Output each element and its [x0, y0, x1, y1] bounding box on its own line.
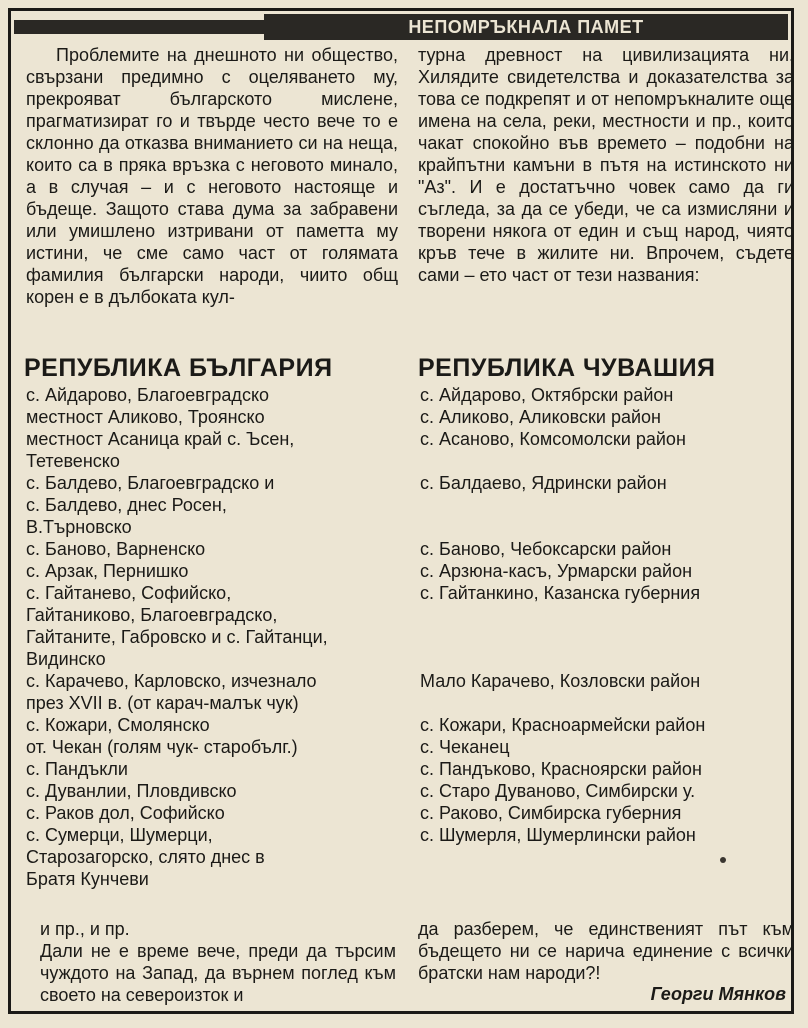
left-place-line: Тетевенско [26, 451, 120, 471]
left-place-line: с. Балдево, Благоевградско и [26, 473, 275, 493]
intro-left-column [26, 44, 398, 308]
left-place-line: с. Арзак, Пернишко [26, 561, 189, 581]
right-place-line: с. Пандъково, Красноярски район [420, 759, 702, 779]
closing-left-column [40, 918, 396, 1006]
right-place-line [420, 692, 705, 714]
right-place-line [420, 868, 705, 890]
left-place-line: Старозагорско, слято днес в [26, 847, 265, 867]
right-place-line: с. Раково, Симбирска губерния [420, 803, 682, 823]
left-place-line: Гайтаните, Габровско и с. Гайтанци, [26, 627, 328, 647]
right-section-title: РЕПУБЛИКА ЧУВАШИЯ [418, 354, 716, 382]
left-place-line: Видинско [26, 649, 106, 669]
left-place-line: с. Карачево, Карловско, изчезнало [26, 671, 317, 691]
left-place-line: местност Аликово, Троянско [26, 407, 265, 427]
left-place-line: с. Кожари, Смолянско [26, 715, 210, 735]
right-place-line [420, 516, 705, 538]
right-place-line: с. Кожари, Красноармейски район [420, 715, 706, 735]
left-place-line: местност Асаница край с. Ъсен, [26, 429, 295, 449]
right-place-line [420, 648, 705, 670]
left-place-line: с. Айдарово, Благоевградско [26, 385, 270, 405]
closing-left-line: и пр., и пр. [40, 919, 130, 939]
right-place-list [420, 384, 705, 890]
right-place-line: с. Чеканец [420, 737, 510, 757]
left-place-line: с. Дуванлии, Пловдивско [26, 781, 237, 801]
left-place-line: с. Пандъкли [26, 759, 128, 779]
left-place-line: с. Балдево, днес Росен, [26, 495, 227, 515]
left-place-line: с. Сумерци, Шумерци, [26, 825, 213, 845]
right-place-line: с. Арзюна-касъ, Урмарски район [420, 561, 693, 581]
right-place-line [420, 626, 705, 648]
left-section-title: РЕПУБЛИКА БЪЛГАРИЯ [24, 354, 333, 382]
left-place-list [26, 384, 328, 890]
intro-right-column [418, 44, 794, 286]
right-place-line [420, 604, 705, 626]
left-place-line: през XVII в. (от карач-малък чук) [26, 693, 299, 713]
left-place-line: Братя Кунчеви [26, 869, 149, 889]
intro-left-paragraph: Проблемите на днешното ни общество, свързани предимно с оцеляването му, прекрояват българското мислене, прагматизират го и твърде често вече то е склонно да отказва вниманието си на неща, които са в пряка връзка с неговото минало, а в случая – и с неговото настояще и бъдеще. Защото става дума за забравени или умишлено изтривани от паметта му истини, че сме само част от голямата фамилия български народи, чиито общ корен е в дълбоката кул- [26, 45, 398, 307]
right-place-line: с. Аликово, Аликовски район [420, 407, 661, 427]
intro-right-paragraph: турна древност на цивилизацията ни. Хилядите свидетелства и доказателства за това се подкрепят и от непомръкналите още имена на села, реки, местности и пр., които чакат спокойно във времето – подобни на крайпътни камъни в пътя на истинското ни "Аз". И е достатъчно човек само да ги съгледа, за да се убеди, че са измисляни и творени някога от един и същ народ, чиято кръв тече в жилите ни. Впрочем, съдете сами – ето част от тези названия: [418, 45, 794, 285]
right-place-line: с. Айдарово, Октябрски район [420, 385, 674, 405]
left-place-line: с. Раков дол, Софийско [26, 803, 225, 823]
author-name: Георги Мянков [650, 984, 786, 1004]
right-place-line: с. Шумерля, Шумерлински район [420, 825, 696, 845]
left-place-line: от. Чекан (голям чук- старобълг.) [26, 737, 298, 757]
closing-left-paragraph: Дали не е време вече, преди да търсим чуждото на Запад, да върнем поглед към своето на североизток и [40, 941, 396, 1005]
left-place-line: Гайтаниково, Благоевградско, [26, 605, 278, 625]
header-rule [14, 20, 264, 34]
left-place-line: с. Гайтанево, Софийско, [26, 583, 232, 603]
ink-spot [720, 857, 726, 863]
right-place-line: с. Асаново, Комсомолски район [420, 429, 686, 449]
right-place-line [420, 494, 705, 516]
right-place-line: с. Балдаево, Ядрински район [420, 473, 667, 493]
left-place-line: В.Търновско [26, 517, 132, 537]
right-place-line: с. Гайтанкино, Казанска губерния [420, 583, 701, 603]
right-place-line [420, 846, 705, 868]
article-title: НЕПОМРЪКНАЛА ПАМЕТ [264, 14, 788, 40]
right-place-line: с. Баново, Чебоксарски район [420, 539, 672, 559]
right-place-line [420, 450, 705, 472]
right-place-line: Мало Карачево, Козловски район [420, 671, 701, 691]
right-place-line: с. Старо Дуваново, Симбирски у. [420, 781, 696, 801]
closing-right-paragraph: да разберем, че единственият път към бъдещето ни се нарича единение с всички братски нам народи?! [418, 919, 794, 983]
left-place-line: с. Баново, Варненско [26, 539, 206, 559]
